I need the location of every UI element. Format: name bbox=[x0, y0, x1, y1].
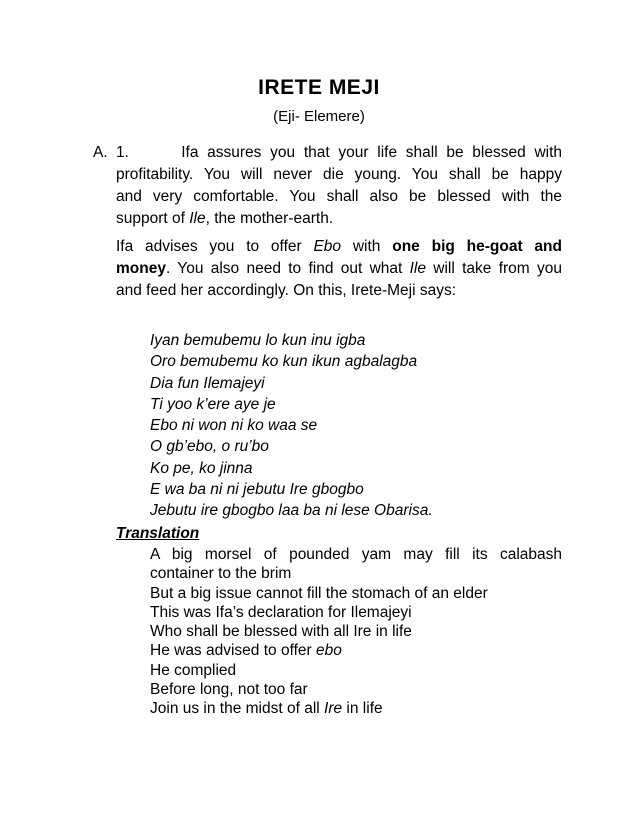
p2-line-2-d: will take from you bbox=[426, 260, 562, 277]
verse-line: Jebutu ire gbogbo laa ba ni lese Obarisa. bbox=[150, 502, 433, 520]
paragraph-1 bbox=[116, 142, 562, 230]
t9-c: in life bbox=[342, 700, 383, 718]
translation-line: A big morsel of pounded yam may fill its calabash bbox=[150, 546, 562, 563]
p1-line-4-a: support of bbox=[116, 210, 190, 227]
paragraph-1-line-1 bbox=[116, 142, 562, 164]
verse-line: Ko pe, ko jinna bbox=[150, 459, 253, 477]
p2-line-2-ile: Ile bbox=[409, 260, 426, 277]
p1-line-4-c: , the mother-earth. bbox=[205, 210, 334, 227]
p1-line-4-ile: Ile bbox=[189, 210, 206, 227]
section-marker: A. bbox=[93, 144, 108, 161]
item-number: 1. bbox=[116, 144, 129, 161]
verse-line: Iyan bemubemu lo kun inu igba bbox=[150, 332, 366, 349]
page-subtitle: (Eji- Elemere) bbox=[273, 108, 365, 125]
p2-line-2-b: . You also need to find out what bbox=[165, 260, 410, 277]
verse-line: Oro bemubemu ko kun ikun agbalagba bbox=[150, 353, 418, 371]
translation-line: This was Ifa’s declaration for Ilemajeyi bbox=[150, 603, 412, 621]
verse-block bbox=[150, 330, 433, 522]
t9-a: Join us in the midst of all bbox=[150, 700, 325, 718]
verse-line: Ti yoo k’ere aye je bbox=[150, 395, 276, 413]
translation-line bbox=[150, 699, 562, 718]
p2-line-1-a: Ifa advises you to offer bbox=[116, 238, 314, 255]
verse-line: Dia fun Ilemajeyi bbox=[150, 374, 265, 392]
t9-ire: Ire bbox=[324, 700, 343, 718]
paragraph-1-line-4 bbox=[116, 208, 562, 230]
t6-a: He was advised to offer bbox=[150, 642, 316, 660]
p2-line-1-ebo: Ebo bbox=[313, 238, 342, 255]
translation-heading: Translation bbox=[116, 525, 200, 542]
paragraph-2-line-3: and feed her accordingly. On this, Irete-Meji says: bbox=[116, 282, 457, 299]
verse-line: E wa ba ni ni jebutu Ire gbogbo bbox=[150, 481, 364, 499]
translation-line bbox=[150, 641, 562, 660]
p2-line-1-bold: one big he-goat and bbox=[392, 238, 562, 255]
p2-line-2-money: money bbox=[116, 260, 166, 277]
t6-ebo: ebo bbox=[316, 642, 342, 660]
p1-line-1-text: Ifa assures you that your life shall be blessed with bbox=[181, 144, 563, 161]
translation-block bbox=[150, 545, 562, 719]
paragraph-2-line-1 bbox=[116, 236, 562, 258]
translation-line: He complied bbox=[150, 661, 237, 679]
verse-line: Ebo ni won ni ko waa se bbox=[150, 417, 318, 435]
paragraph-2-line-2 bbox=[116, 258, 562, 280]
translation-line: But a big issue cannot fill the stomach of an elder bbox=[150, 584, 488, 602]
page-title: IRETE MEJI bbox=[258, 76, 380, 99]
translation-line: Before long, not too far bbox=[150, 681, 308, 699]
verse-line: O gb’ebo, o ru’bo bbox=[150, 438, 269, 456]
paragraph-1-line-3: and very comfortable. You shall also be blessed with the bbox=[116, 188, 562, 205]
p2-line-1-c: with bbox=[341, 238, 393, 255]
translation-line: container to the brim bbox=[150, 565, 292, 583]
paragraph-1-line-2: profitability. You will never die young. You shall be happy bbox=[116, 166, 562, 183]
paragraph-2 bbox=[116, 236, 562, 302]
translation-line: Who shall be blessed with all Ire in life bbox=[150, 623, 412, 641]
